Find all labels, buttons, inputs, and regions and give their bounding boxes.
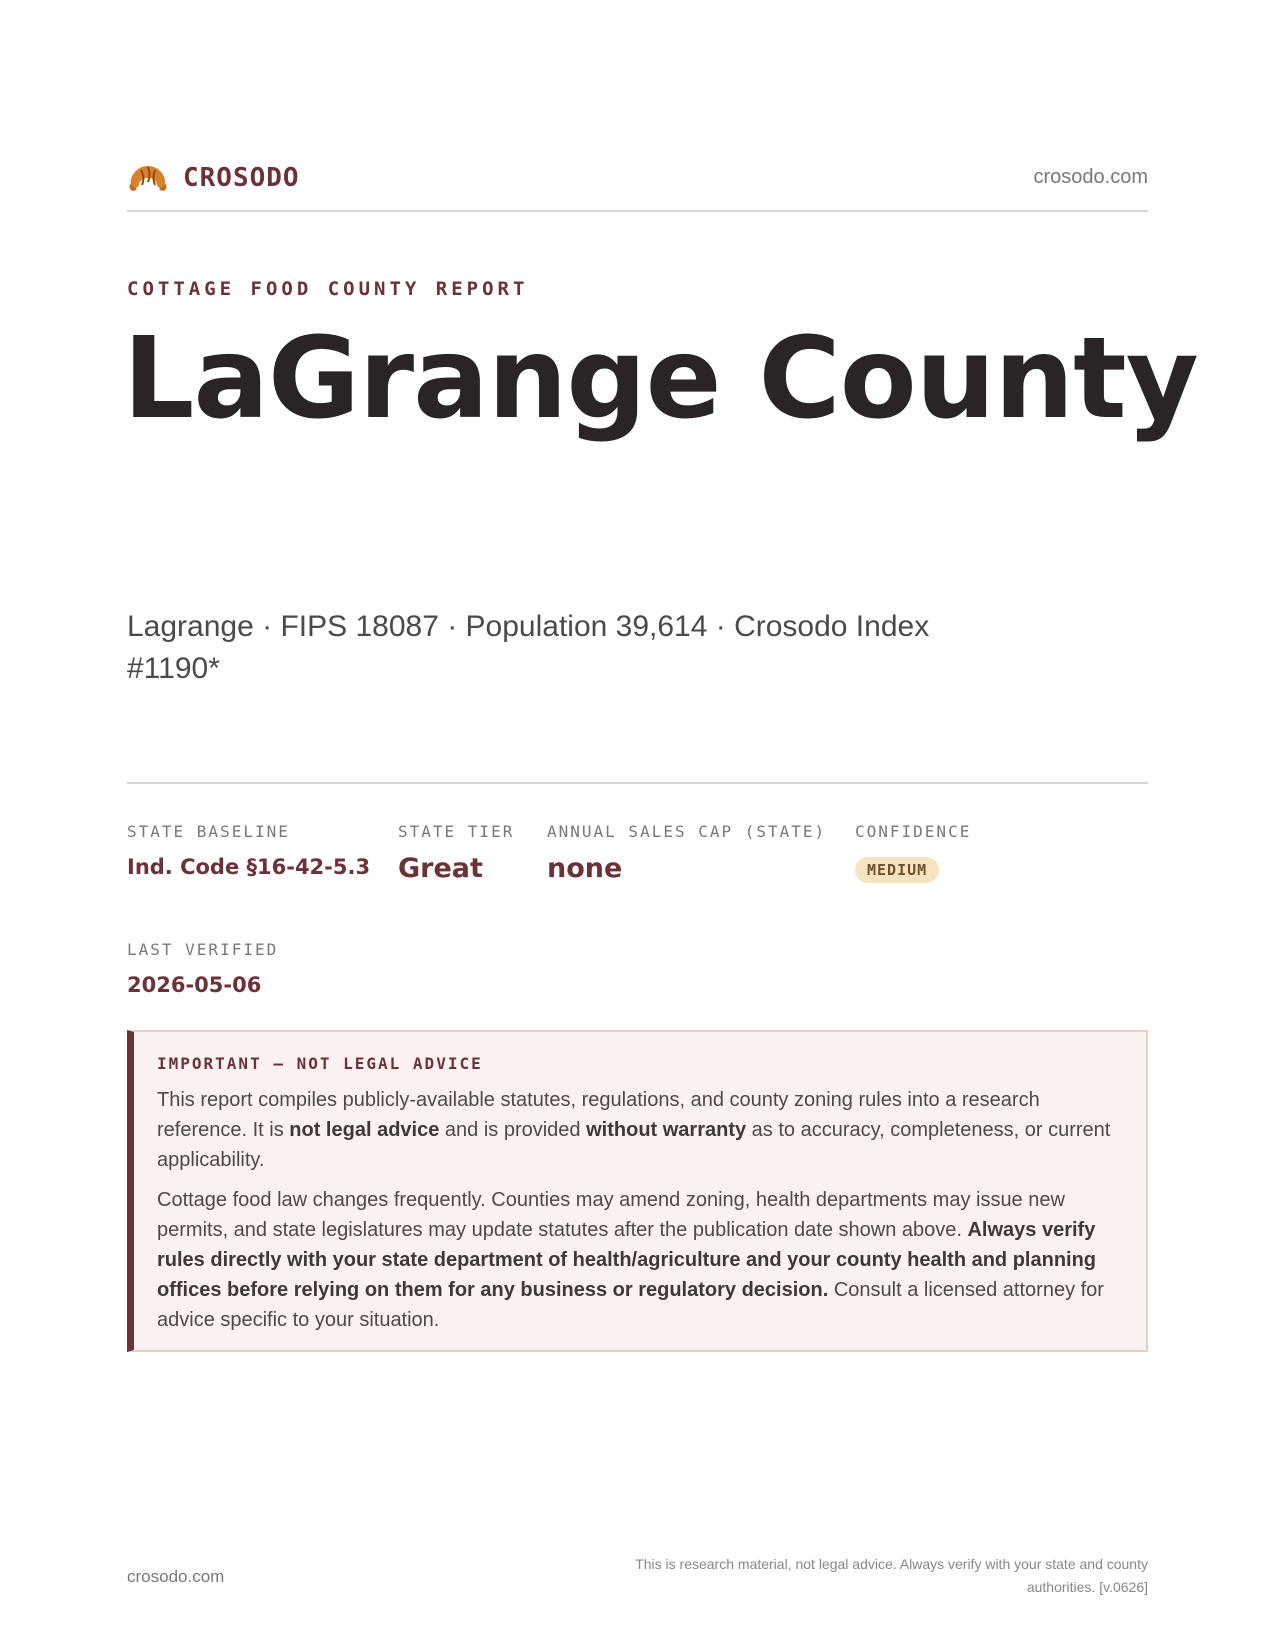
brand[interactable] [127, 160, 300, 196]
fact-value: none [547, 853, 623, 884]
fact-last-verified [127, 940, 278, 997]
fact-annual-sales-cap [547, 822, 826, 884]
brand-name: CROSODO [183, 163, 300, 193]
fact-label: CONFIDENCE [855, 822, 972, 841]
fact-label: STATE TIER [398, 822, 515, 841]
footer-disclaimer: This is research material, not legal advice. Always verify with your state and county authorities. [v.0626] [635, 1556, 1148, 1595]
legal-notice [127, 1030, 1148, 1352]
confidence-badge: MEDIUM [855, 857, 939, 883]
county-subtitle: Lagrange · FIPS 18087 · Population 39,614 · Crosodo Index #1190* [127, 610, 930, 685]
fact-value: Ind. Code §16-42-5.3 [127, 855, 371, 879]
section-divider [127, 782, 1148, 784]
fact-label: LAST VERIFIED [127, 940, 279, 959]
fact-value: Great [398, 853, 483, 884]
fact-state-baseline [127, 822, 370, 879]
page-header [127, 156, 1148, 212]
croissant-icon [127, 160, 169, 196]
fact-value: 2026-05-06 [127, 973, 262, 997]
fact-state-tier [398, 822, 514, 884]
report-eyebrow: COTTAGE FOOD COUNTY REPORT [127, 278, 529, 300]
fact-confidence [855, 822, 971, 883]
county-title: LaGrange County [123, 314, 1198, 444]
notice-title: IMPORTANT — NOT LEGAL ADVICE [157, 1054, 483, 1073]
header-site-link[interactable]: crosodo.com [1033, 166, 1148, 188]
report-page [123, 0, 1198, 1650]
fact-label: ANNUAL SALES CAP (STATE) [547, 822, 827, 841]
footer-site-link[interactable]: crosodo.com [127, 1567, 225, 1586]
fact-label: STATE BASELINE [127, 822, 290, 841]
notice-paragraph-1: This report compiles publicly-available statutes, regulations, and county zoning rules into a research reference. It is not legal advice and is provided without warranty as to accuracy, completeness, or current applicability. [157, 1089, 1111, 1171]
notice-paragraph-2: Cottage food law changes frequently. Counties may amend zoning, health departments may issue new permits, and state legislatures may update statutes after the publication date shown above. Always verify rules directly with your state department of health/agriculture and your county health and planning offices before relying on them for any business or regulatory decision. Consult a licensed attorney for advice specific to your situation. [157, 1189, 1104, 1331]
